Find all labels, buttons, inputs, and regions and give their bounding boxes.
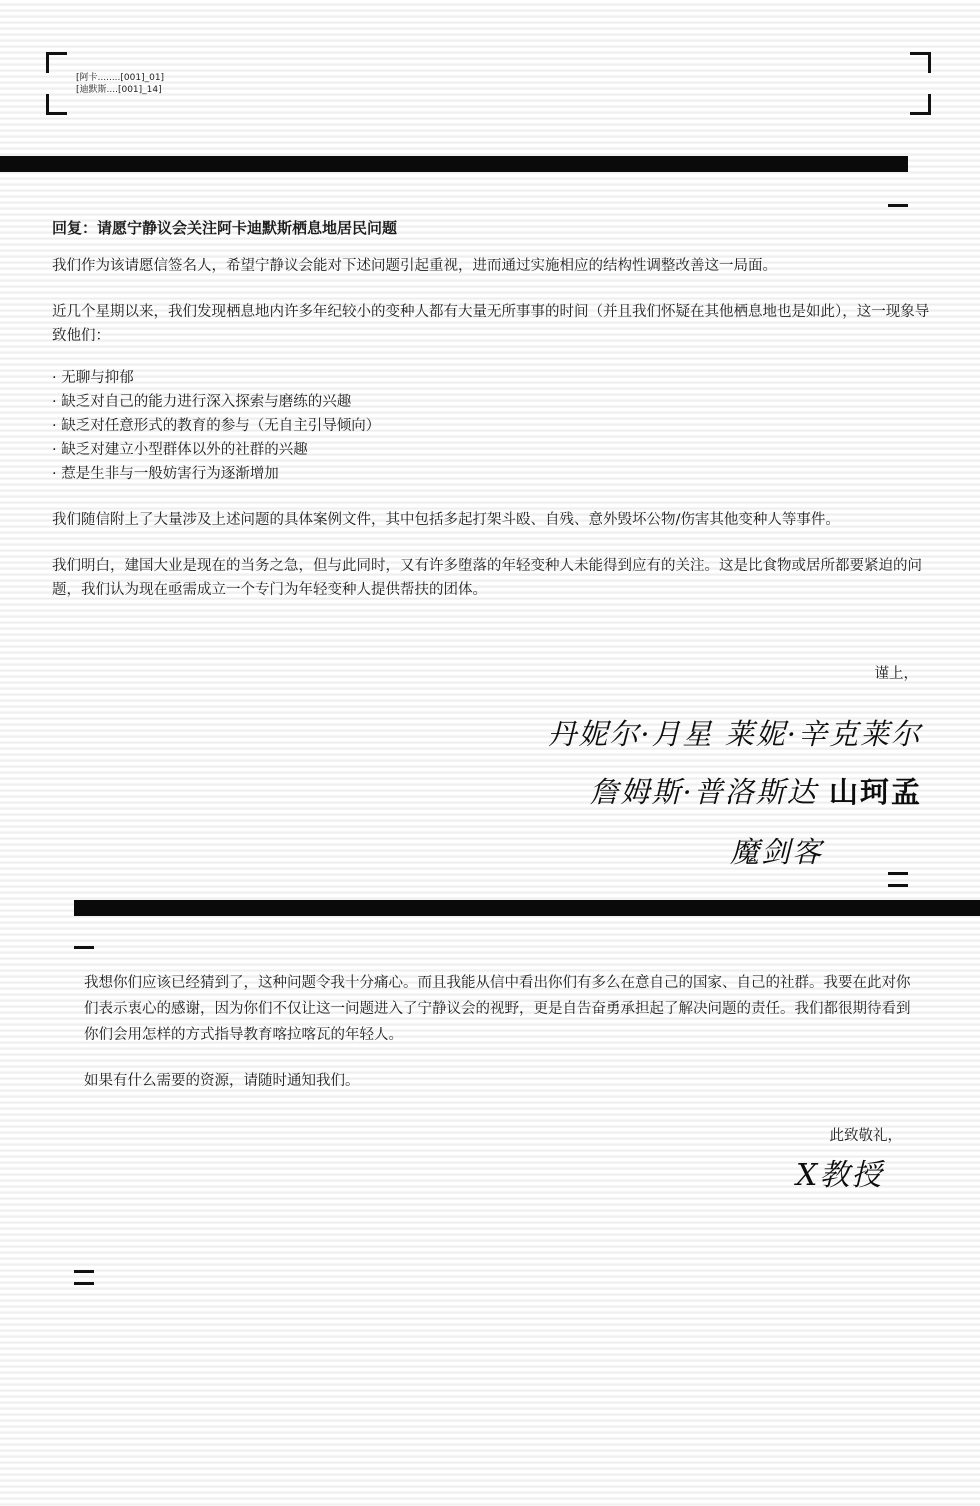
list-item: · 惹是生非与一般妨害行为逐渐增加 — [52, 466, 279, 482]
list-item: · 缺乏对自己的能力进行深入探索与磨练的兴趣 — [52, 394, 352, 410]
signature-line-1: 丹妮尔·月星 莱妮·辛克莱尔 — [547, 717, 922, 751]
symptom-list — [52, 366, 932, 486]
reply-marker-two-b — [74, 1282, 94, 1285]
top-divider-bar — [0, 156, 908, 172]
reply-closing: 此致敬礼， — [829, 1128, 902, 1144]
reply-marker-one — [74, 946, 94, 949]
middle-divider-bar — [74, 900, 980, 916]
file-code-1: [阿卡........[001]_01] — [76, 73, 165, 83]
list-item: · 缺乏对任意形式的教育的参与（无自主引导倾向） — [52, 418, 381, 434]
signature-james: 詹姆斯·普洛斯达 — [589, 775, 818, 809]
signature-line-3: 魔剑客 — [730, 835, 824, 869]
letter-closing: 谨上， — [874, 666, 918, 682]
reply-paragraph-1: 我想你们应该已经猜到了，这种问题令我十分痛心。而且我能从信中看出你们有多么在意自己的国家、自己的社群。我要在此对你们表示衷心的感谢，因为你们不仅让这一问题进入了宁静议会的视野，更是自告奋勇承担起了解决问题的责任。我们都很期待看到你们会用怎样的方式指导教育喀拉喀瓦的年轻人。 — [84, 975, 911, 1043]
corner-bracket-bottom-right — [910, 94, 931, 115]
corner-bracket-top-left — [46, 52, 67, 73]
corner-bracket-top-right — [910, 52, 931, 73]
section-marker-two-b — [888, 884, 908, 887]
signature-professor-x: X教授 — [796, 1158, 884, 1193]
section-marker-two-a — [888, 872, 908, 875]
reply-paragraph-2: 如果有什么需要的资源，请随时通知我们。 — [84, 1073, 360, 1089]
reply-marker-two-a — [74, 1270, 94, 1273]
file-code-2: [迪默斯....[001]_14] — [76, 85, 162, 95]
signature-shan: 山珂孟 — [828, 775, 922, 809]
letter-paragraph-4: 我们明白，建国大业是现在的当务之急，但与此同时，又有许多堕落的年轻变种人未能得到应有的关注。这是比食物或居所都要紧迫的问题，我们认为现在亟需成立一个专门为年轻变种人提供帮扶的团体。 — [52, 558, 922, 598]
letter-paragraph-2: 近几个星期以来，我们发现栖息地内许多年纪较小的变种人都有大量无所事事的时间（并且我们怀疑在其他栖息地也是如此），这一现象导致他们： — [52, 304, 930, 344]
letter-paragraph-1: 我们作为该请愿信签名人，希望宁静议会能对下述问题引起重视，进而通过实施相应的结构性调整改善这一局面。 — [52, 258, 777, 274]
corner-bracket-bottom-left — [46, 94, 67, 115]
signature-line-2 — [590, 770, 922, 811]
letter-paragraph-3: 我们随信附上了大量涉及上述问题的具体案例文件，其中包括多起打架斗殴、自残、意外毁坏公物/伤害其他变种人等事件。 — [52, 512, 840, 528]
reply-letter — [84, 970, 914, 1114]
section-marker-one — [888, 204, 908, 207]
file-codes — [76, 72, 164, 96]
list-item: · 无聊与抑郁 — [52, 370, 134, 386]
letter-subject: 回复：请愿宁静议会关注阿卡迪默斯栖息地居民问题 — [52, 219, 398, 237]
petition-letter — [52, 216, 932, 624]
list-item: · 缺乏对建立小型群体以外的社群的兴趣 — [52, 442, 308, 458]
